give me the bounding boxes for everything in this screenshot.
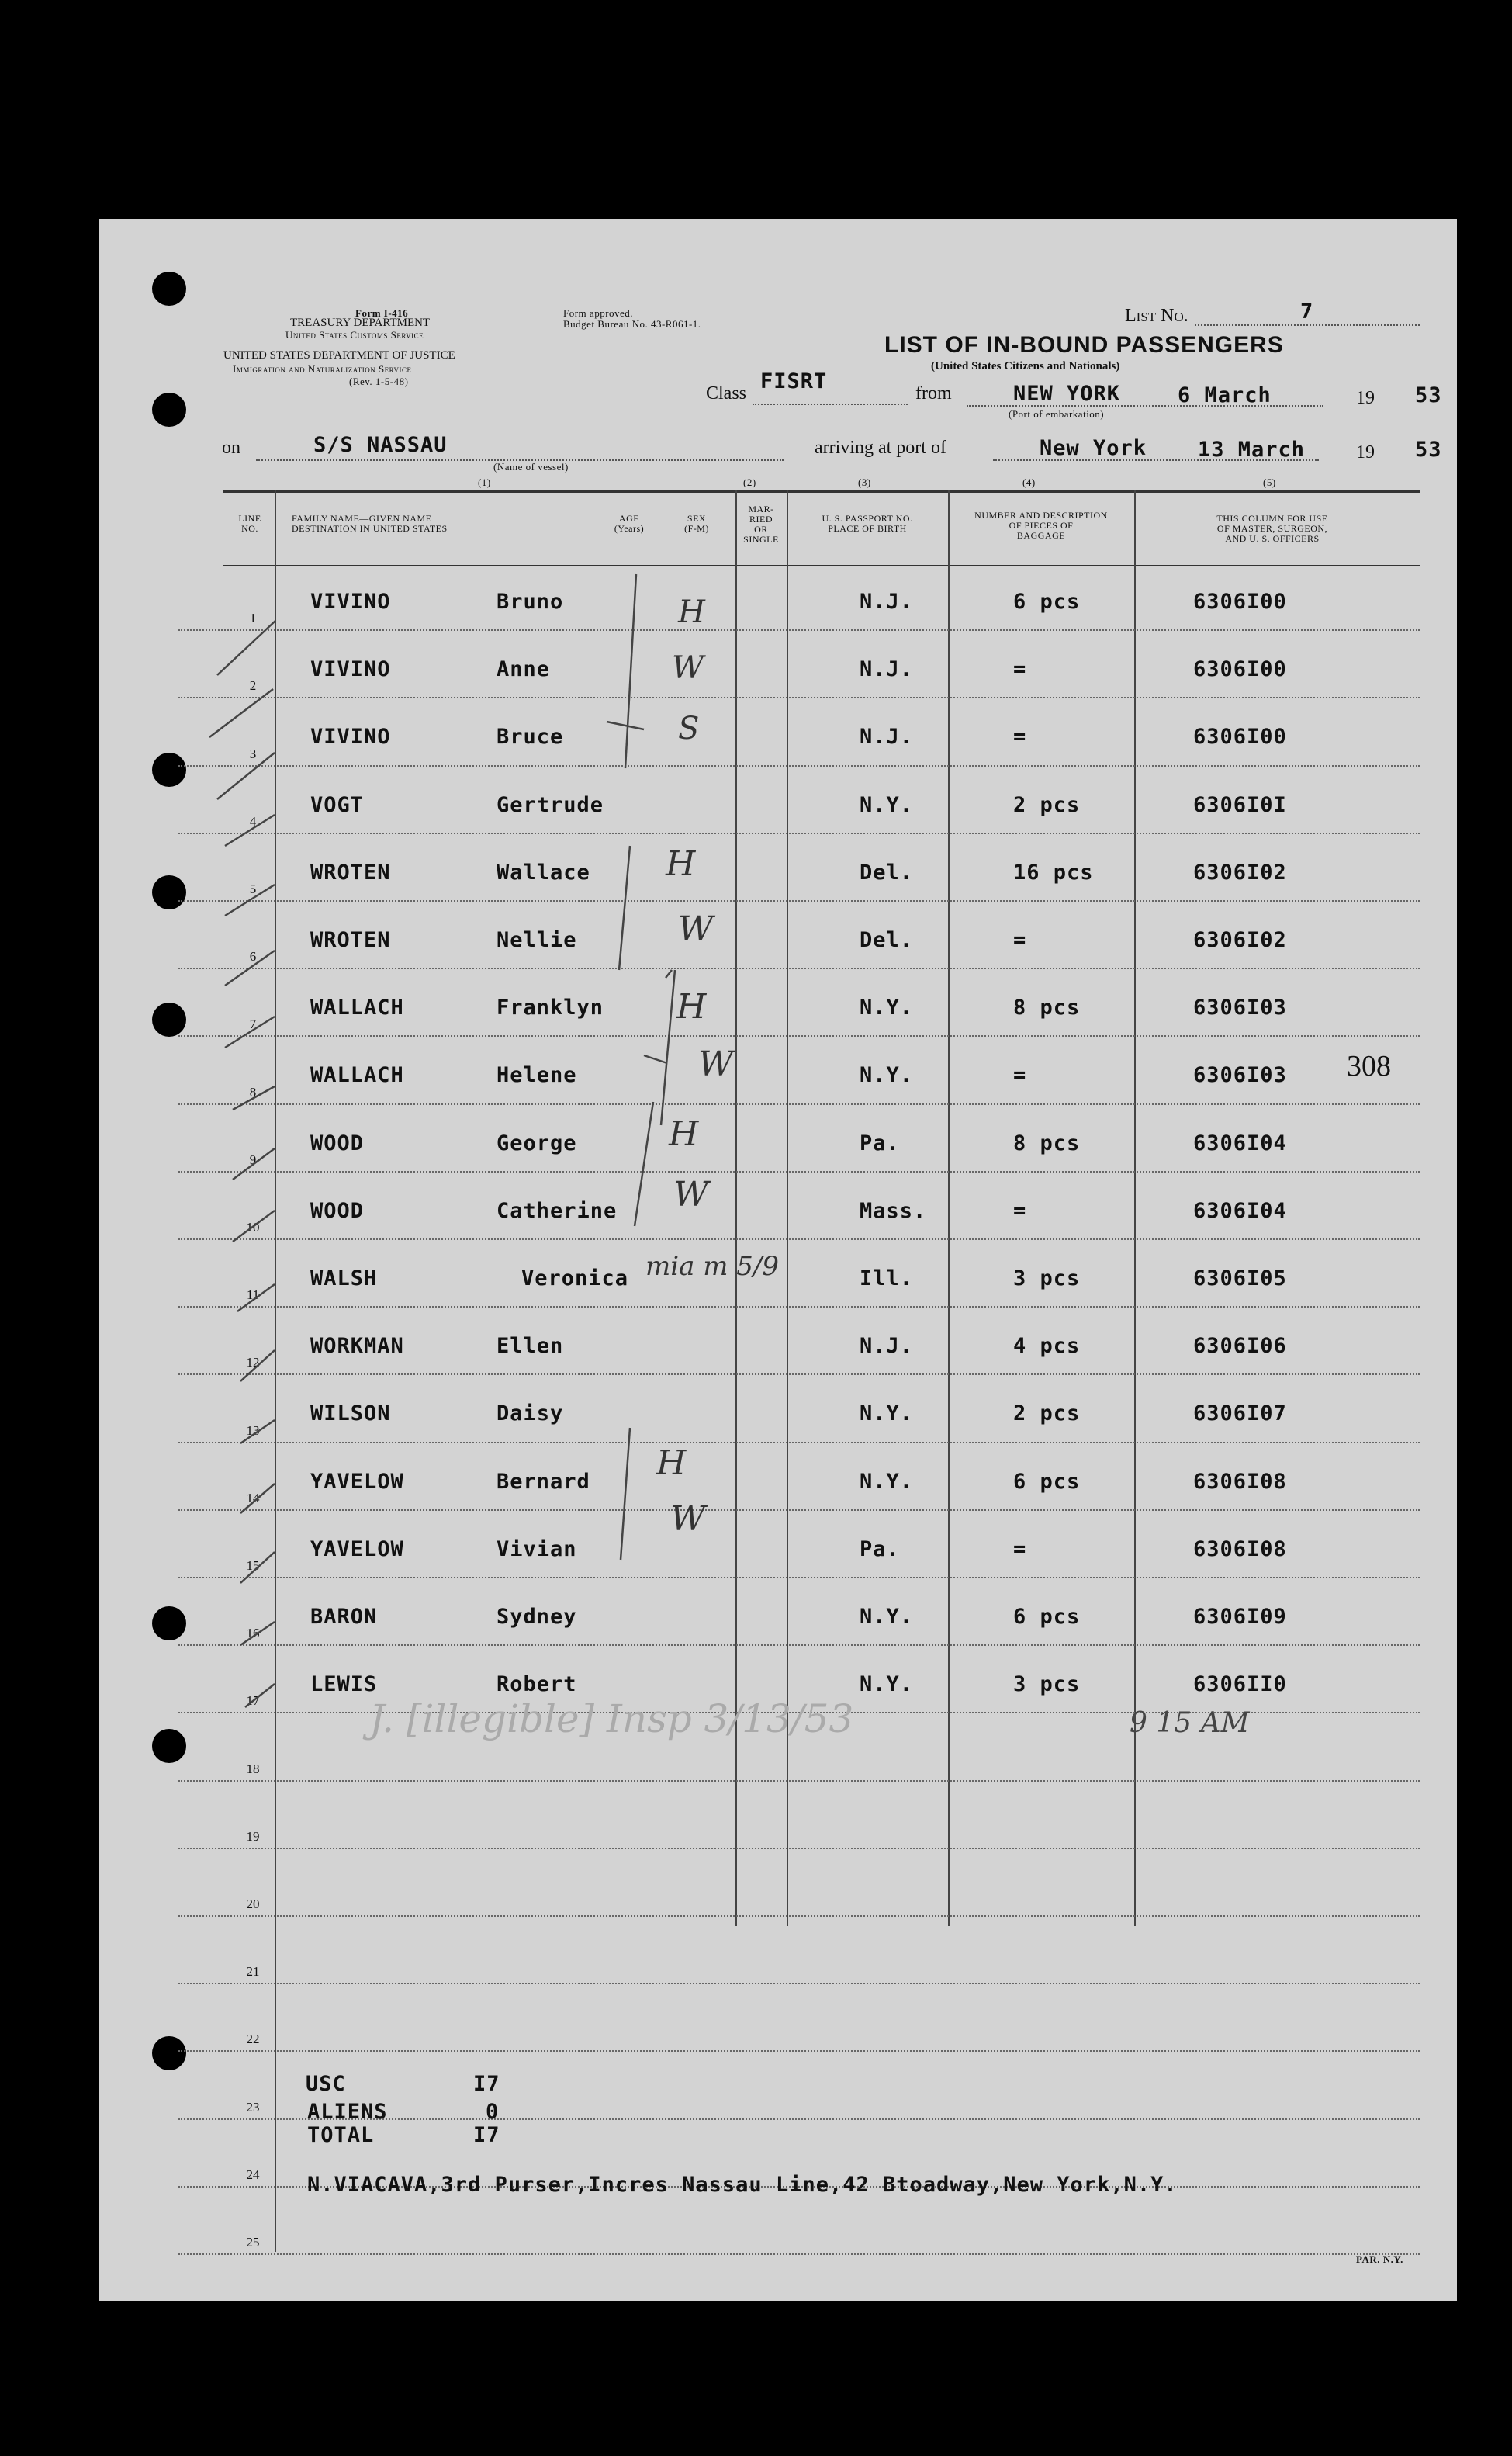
class-value: FISRT [760,369,828,393]
passenger-baggage-count: = [1013,1063,1027,1088]
passenger-given-name: Wallace [497,860,590,885]
passenger-officer-code: 6306I09 [1193,1605,1287,1629]
passenger-given-name: Gertrude [497,792,604,817]
passenger-officer-code: 6306I0I [1193,792,1287,817]
passenger-officer-code: 6306II0 [1193,1672,1287,1697]
handwritten-sex-mark: W [698,1044,734,1084]
passenger-baggage-count: 2 pcs [1013,1401,1081,1426]
passenger-given-name: Sydney [497,1605,577,1629]
handwritten-sex-mark: H [676,987,707,1027]
passenger-given-name: Anne [497,657,551,682]
passenger-given-name: Bruno [497,590,564,614]
passenger-place-of-birth: Pa. [860,1131,900,1155]
passenger-place-of-birth: N.Y. [860,1672,914,1697]
header-name: FAMILY NAME—GIVEN NAME DESTINATION IN UNITED STATES [292,513,448,534]
handwritten-sex-mark: W [673,1175,709,1214]
line-number: 18 [246,1761,260,1776]
col-num-1: (1) [478,476,491,488]
passenger-baggage-count: 3 pcs [1013,1266,1081,1290]
passenger-family-name: BARON [310,1605,378,1629]
passenger-baggage-count: 6 pcs [1013,590,1081,614]
line-number: 17 [246,1693,260,1709]
passenger-place-of-birth: N.Y. [860,996,914,1020]
passenger-baggage-count: = [1013,1198,1027,1223]
passenger-place-of-birth: N.Y. [860,1063,914,1088]
vessel-name: S/S NASSAU [313,433,448,457]
passenger-officer-code: 6306I08 [1193,1469,1287,1494]
passenger-place-of-birth: N.Y. [860,792,914,817]
passenger-family-name: WROTEN [310,860,391,885]
passenger-family-name: VIVINO [310,590,391,614]
passenger-officer-code: 6306I05 [1193,1266,1287,1290]
passenger-baggage-count: 6 pcs [1013,1469,1081,1494]
arrival-year-prefix: 19 [1356,442,1375,462]
line-number: 13 [246,1422,260,1438]
from-port: NEW YORK [1013,382,1121,406]
handwritten-note: mia m 5/9 [645,1251,779,1282]
arrival-date: 13 March [1198,438,1306,462]
col-num-5: (5) [1263,476,1276,488]
line-number: 24 [246,2167,260,2182]
line-number: 10 [246,1220,260,1235]
handwritten-sex-mark: H [666,844,696,884]
line-number: 25 [246,2235,260,2250]
header-age: AGE (Years) [614,513,645,534]
passenger-given-name: Franklyn [497,996,604,1020]
passenger-given-name: Vivian [497,1536,577,1561]
line-number: 9 [249,1152,257,1167]
passenger-place-of-birth: Ill. [860,1266,914,1290]
passenger-given-name: Veronica [521,1266,629,1290]
passenger-place-of-birth: N.Y. [860,1605,914,1629]
line-number: 19 [246,1828,260,1844]
passenger-family-name: WALSH [310,1266,378,1290]
passenger-officer-code: 6306I06 [1193,1334,1287,1359]
passenger-given-name: Ellen [497,1334,564,1359]
aliens-value: 0 [486,2100,500,2124]
page-title: LIST OF IN-BOUND PASSENGERS [884,332,1284,358]
passenger-place-of-birth: N.Y. [860,1401,914,1426]
line-number: 11 [246,1287,260,1303]
passenger-officer-code: 6306I00 [1193,590,1287,614]
from-year: 53 [1415,383,1442,407]
passenger-given-name: Bruce [497,725,564,750]
vessel-caption: (Name of vessel) [493,461,569,473]
header-sex: SEX (F-M) [684,513,709,534]
passenger-family-name: LEWIS [310,1672,378,1697]
passenger-family-name: WORKMAN [310,1334,404,1359]
passenger-place-of-birth: Mass. [860,1198,927,1223]
passenger-given-name: Robert [497,1672,577,1697]
passenger-place-of-birth: N.J. [860,590,914,614]
line-number: 2 [249,678,257,694]
line-number: 3 [249,746,257,761]
handwritten-sex-mark: W [672,650,704,686]
passenger-officer-code: 6306I02 [1193,928,1287,952]
from-date: 6 March [1178,383,1272,407]
col-num-2: (2) [743,476,756,488]
passenger-family-name: WALLACH [310,1063,404,1088]
passenger-baggage-count: = [1013,725,1027,750]
handwritten-sex-mark: S [678,711,700,746]
line-number: 20 [246,1897,260,1911]
customs-service: United States Customs Service [285,329,424,341]
from-label: from [915,383,952,404]
passenger-baggage-count: 8 pcs [1013,1131,1081,1155]
passenger-baggage-count: 2 pcs [1013,792,1081,817]
arriving-label: arriving at port of [815,438,946,458]
passenger-given-name: Daisy [497,1401,564,1426]
passenger-given-name: Bernard [497,1469,590,1494]
passenger-family-name: VOGT [310,792,365,817]
passenger-place-of-birth: N.J. [860,1334,914,1359]
passenger-family-name: WOOD [310,1198,365,1223]
passenger-officer-code: 6306I04 [1193,1131,1287,1155]
header-married: MAR- RIED OR SINGLE [743,504,779,545]
passenger-family-name: WROTEN [310,928,391,952]
line-number: 6 [249,949,257,965]
handwritten-sex-mark: H [656,1443,687,1483]
usc-value: I7 [473,2072,500,2096]
form-approved: Form approved. [563,307,634,319]
passenger-baggage-count: = [1013,928,1027,952]
passenger-place-of-birth: Del. [860,928,914,952]
passenger-officer-code: 6306I03 [1193,996,1287,1020]
line-number: 4 [249,813,257,829]
passenger-baggage-count: 4 pcs [1013,1334,1081,1359]
treasury-dept: TREASURY DEPARTMENT [290,317,431,329]
total-label: TOTAL [307,2123,375,2147]
passenger-family-name: VIVINO [310,657,391,682]
line-number: 21 [246,1964,260,1980]
header-passport: U. S. PASSPORT NO. PLACE OF BIRTH [822,513,913,534]
justice-dept: UNITED STATES DEPARTMENT OF JUSTICE [223,349,455,362]
line-number: 1 [249,611,257,626]
purser-line: N.VIACAVA,3rd Purser,Incres Nassau Line,42 Btoadway,New York,N.Y. [307,2173,1178,2197]
passenger-officer-code: 6306I00 [1193,725,1287,750]
passenger-place-of-birth: Pa. [860,1536,900,1561]
col-num-3: (3) [858,476,871,488]
passenger-family-name: YAVELOW [310,1536,404,1561]
line-number: 8 [249,1084,257,1100]
passenger-baggage-count: 3 pcs [1013,1672,1081,1697]
arrival-port: New York [1040,436,1147,460]
arrival-year: 53 [1415,438,1442,462]
handwritten-sex-mark: H [669,1114,699,1154]
col-num-4: (4) [1022,476,1036,488]
passenger-officer-code: 6306I07 [1193,1401,1287,1426]
line-number: 23 [246,2099,260,2115]
handwritten-sex-mark: W [678,909,714,949]
passenger-place-of-birth: N.J. [860,725,914,750]
passenger-place-of-birth: N.J. [860,657,914,682]
passenger-family-name: WILSON [310,1401,391,1426]
aliens-label: ALIENS [307,2100,388,2124]
line-number: 15 [246,1558,260,1573]
inspector-signature: J. [illegible] Insp 3/13/53 [369,1696,854,1741]
ins-service: Immigration and Naturalization Service [233,363,412,375]
inspection-time: 9 15 AM [1130,1707,1250,1739]
port-caption: (Port of embarkation) [1009,408,1105,420]
page-number-stamp: 308 [1347,1050,1391,1083]
passenger-given-name: Catherine [497,1198,618,1223]
handwritten-sex-mark: H [678,594,705,630]
list-no-value: 7 [1300,300,1314,324]
header-baggage: NUMBER AND DESCRIPTION OF PIECES OF BAGGAGE [974,510,1108,541]
header-line-no: LINE NO. [238,513,261,534]
line-number: 14 [246,1490,260,1505]
passenger-place-of-birth: Del. [860,860,914,885]
passenger-officer-code: 6306I08 [1193,1536,1287,1561]
passenger-family-name: WALLACH [310,996,404,1020]
page-subtitle: (United States Citizens and Nationals) [931,360,1120,372]
passenger-baggage-count: = [1013,1536,1027,1561]
usc-label: USC [306,2072,346,2096]
form-number: Form I-416 [355,307,409,319]
printer-mark: PAR. N.Y. [1356,2253,1403,2265]
passenger-family-name: YAVELOW [310,1469,404,1494]
from-year-prefix: 19 [1356,388,1375,408]
passenger-given-name: Helene [497,1063,577,1088]
passenger-officer-code: 6306I00 [1193,657,1287,682]
passenger-officer-code: 6306I04 [1193,1198,1287,1223]
total-value: I7 [473,2123,500,2147]
passenger-baggage-count: 6 pcs [1013,1605,1081,1629]
class-label: Class [706,383,747,404]
list-no-label: List No. [1125,306,1188,326]
passenger-given-name: Nellie [497,928,577,952]
budget-bureau: Budget Bureau No. 43-R061-1. [563,318,701,330]
on-label: on [222,438,240,458]
passenger-officer-code: 6306I03 [1193,1063,1287,1088]
passenger-baggage-count: 8 pcs [1013,996,1081,1020]
header-officers: THIS COLUMN FOR USE OF MASTER, SURGEON, AND U. S. OFFICERS [1216,513,1328,544]
passenger-family-name: WOOD [310,1131,365,1155]
passenger-baggage-count: = [1013,657,1027,682]
passenger-officer-code: 6306I02 [1193,860,1287,885]
line-number: 5 [249,882,257,896]
line-number: 12 [246,1355,260,1370]
passenger-family-name: VIVINO [310,725,391,750]
revision: (Rev. 1-5-48) [349,376,409,387]
passenger-place-of-birth: N.Y. [860,1469,914,1494]
handwritten-sex-mark: W [670,1499,706,1539]
line-number: 7 [249,1017,257,1032]
line-number: 22 [246,2032,260,2047]
passenger-given-name: George [497,1131,577,1155]
passenger-baggage-count: 16 pcs [1013,860,1094,885]
line-number: 16 [246,1626,260,1641]
